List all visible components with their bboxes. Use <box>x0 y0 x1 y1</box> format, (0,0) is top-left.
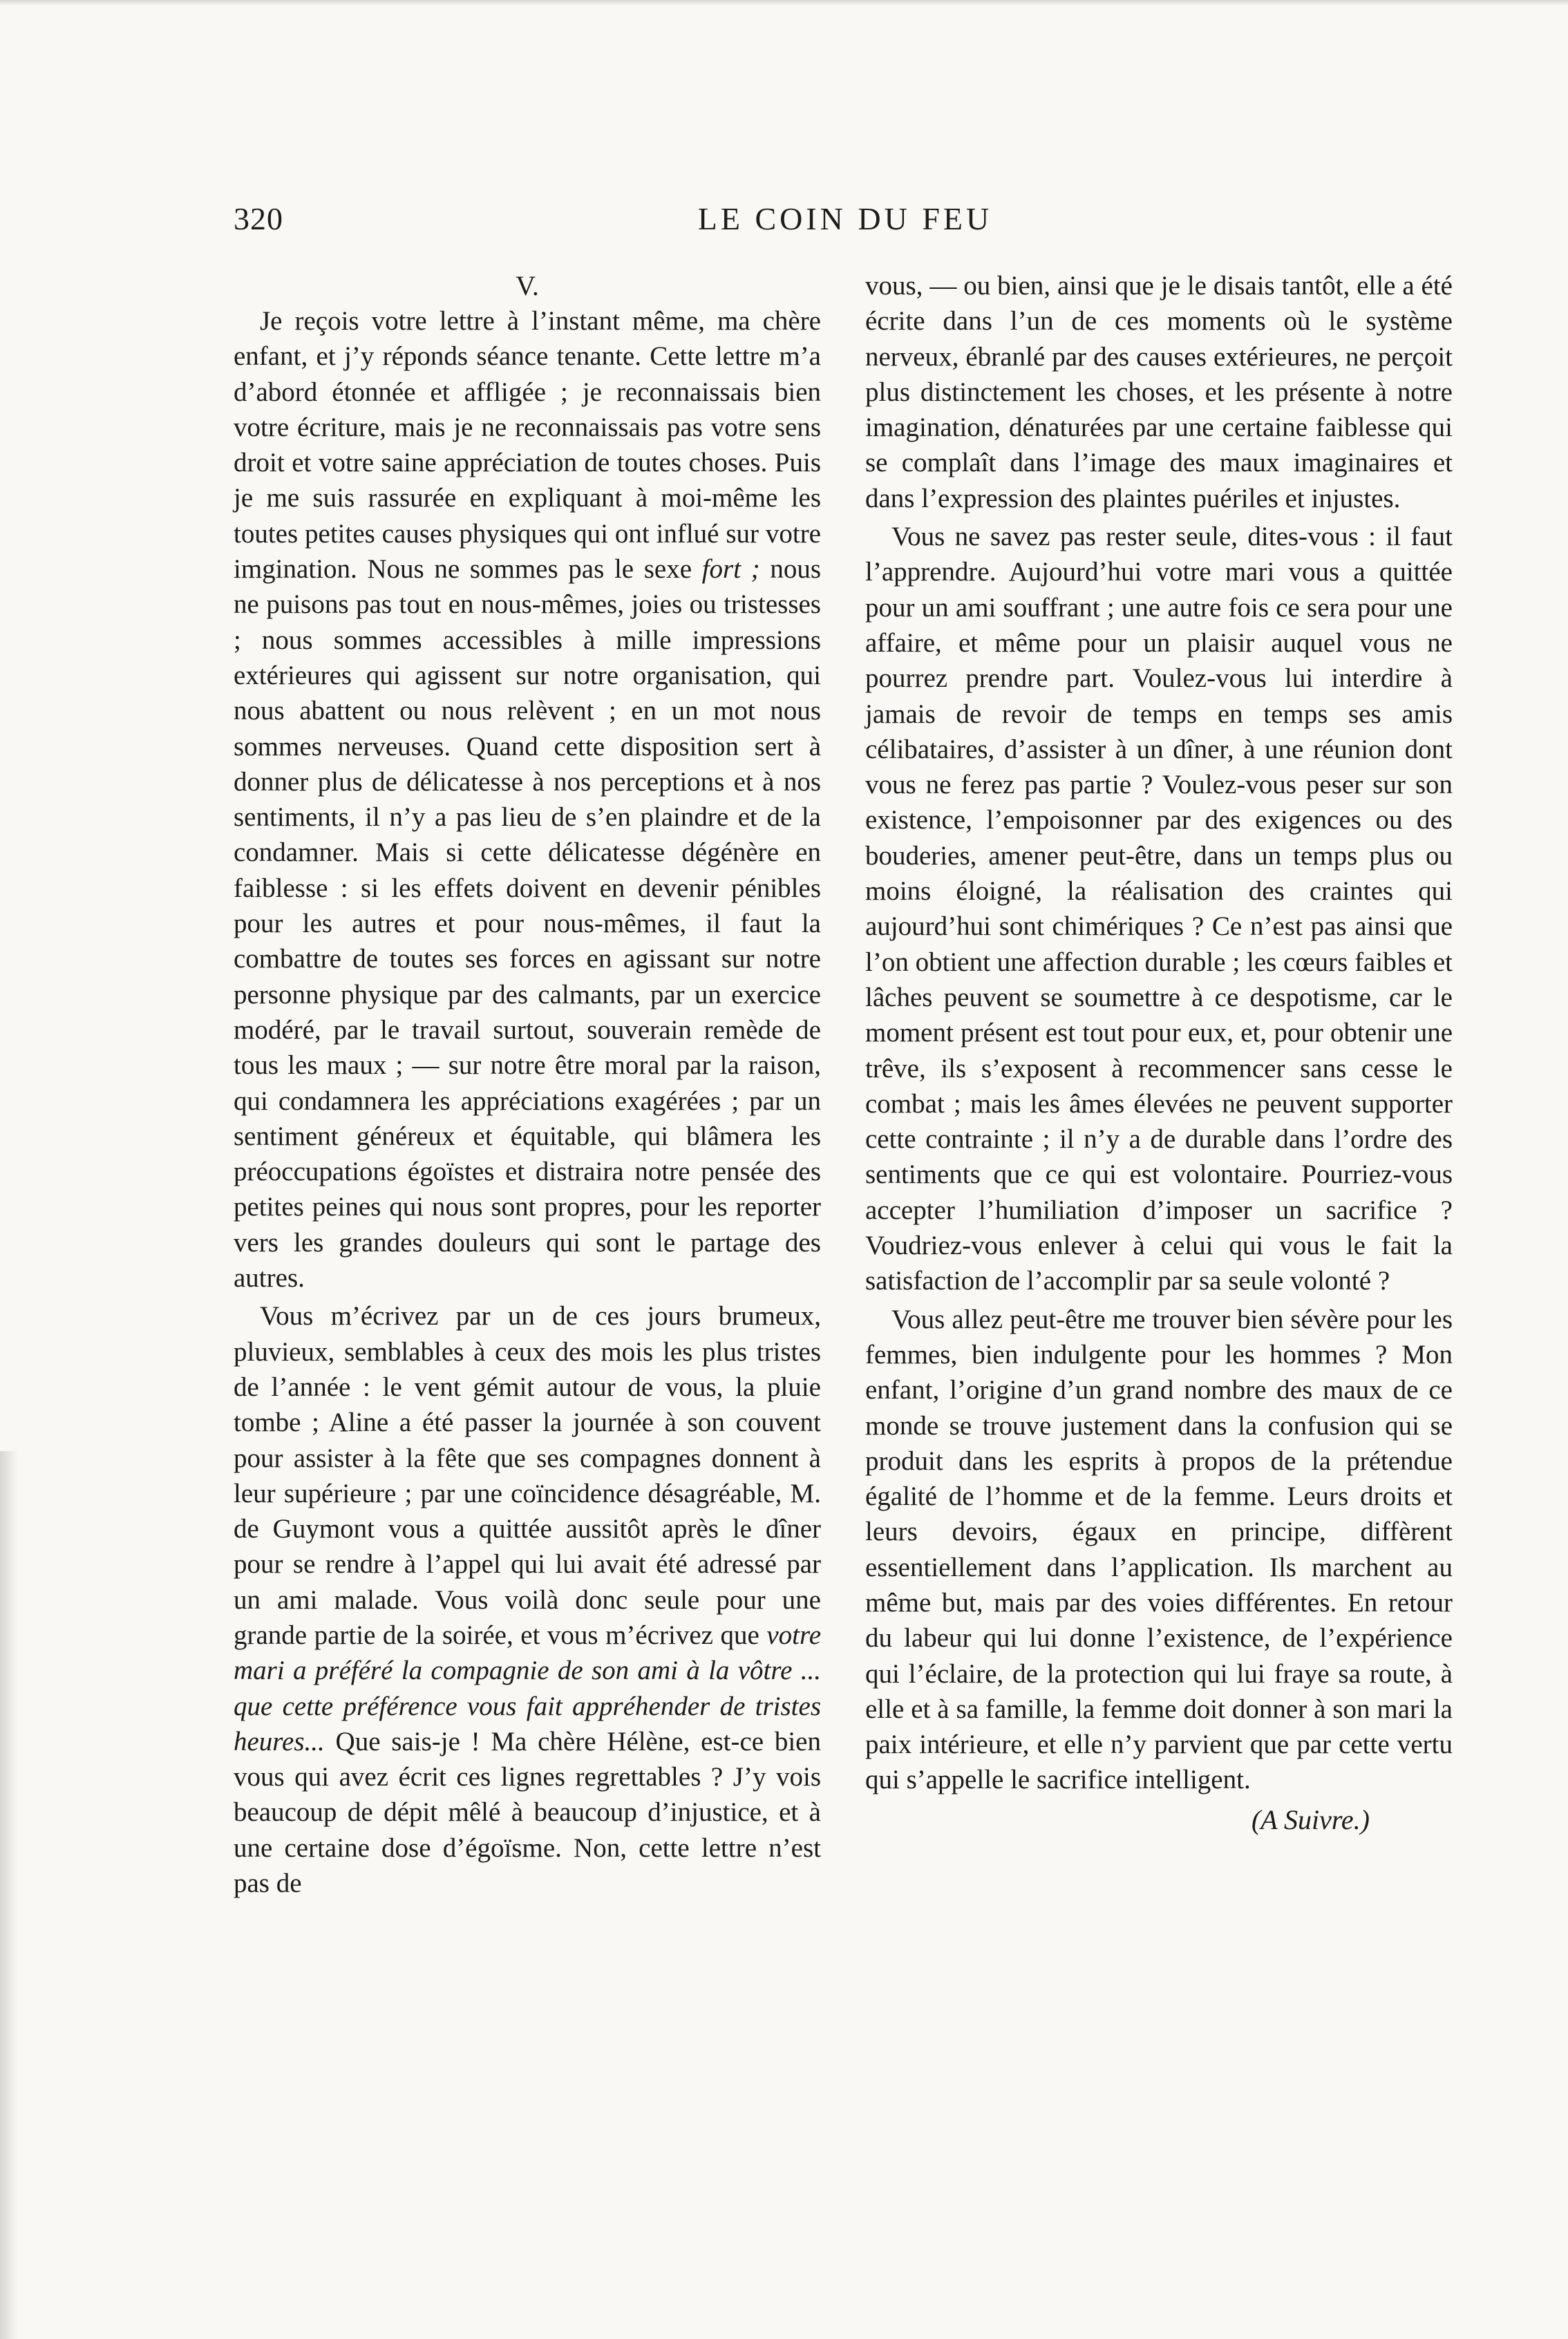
paragraph-text: Vous m’écrivez par un de ces jours brumeux, pluvieux, semblables à ceux des mois les plus tristes de l’année : le vent gémit autour de vous, la pluie tombe ; Aline a été passer la journée à son couvent pour assister à la fête que ses compagnes donnent à leur supérieure ; par une coïncidence désagréable, M. de Guymont vous a quittée aussitôt après le dîner pour se rendre à l’appel qui lui avait été adressé par un ami malade. Vous voilà donc seule pour une grande partie de la soirée, et vous m’écrivez que <box>234 1301 821 1650</box>
page-number: 320 <box>234 201 283 236</box>
to-be-continued-note <box>865 1802 1453 1837</box>
paragraph-text: Je reçois votre lettre à l’instant même, ma chère enfant, et j’y réponds séance tenante. Cette lettre m’a d’abord étonnée et affligée ; je reconnaissais bien votre écriture, mais je ne reconnaissais pas votre sens droit et votre saine appréciation de toutes choses. Puis je me suis rassurée en expliquant à moi-même les toutes petites causes physiques qui ont influé sur votre imgination. Nous ne sommes pas le sexe <box>234 306 821 585</box>
emphasis-text: fort ; <box>701 554 760 585</box>
section-heading: V. <box>516 270 539 301</box>
left-column <box>234 268 821 1901</box>
paragraph-text: nous ne puisons pas tout en nous-mêmes, joies ou tristesses ; nous sommes accessibles à mille impressions extérieures qui agissent sur notre organisation, qui nous abattent ou nous relèvent ; en un mot nous sommes nerveuses. Quand cette disposition sert à donner plus de délicatesse à nos perceptions et à nos sentiments, il n’y a pas lieu de s’en plaindre et de la condamner. Mais si cette délicatesse dégénère en faiblesse : si les effets doivent en devenir pénibles pour les autres et pour nous-mêmes, il faut la combattre de toutes ses forces en agissant sur notre personne physique par des calmants, par un exercice modéré, par le travail surtout, souverain remède de tous les maux ; — sur notre être moral par la raison, qui condamnera les appréciations exagérées ; par un sentiment généreux et équitable, qui blâmera les préoccupations égoïstes et distraira notre pensée des petites peines qui nous sont propres, pour les reporter vers les grandes douleurs qui sont le partage des autres. <box>234 554 822 1294</box>
scan-edge-top <box>0 0 1568 6</box>
paragraph <box>234 1298 821 1901</box>
running-head <box>234 200 1457 242</box>
paragraph: Vous allez peut-être me trouver bien sévère pour les femmes, bien indulgente pour les hommes ? Mon enfant, l’origine d’un grand nombre des maux de ce monde se trouve justement dans la confusion qui se produit dans les esprits à propos de la prétendue égalité de l’homme et de la femme. Leurs droits et leurs devoirs, égaux en principe, diffèrent essentiellement dans l’application. Ils marchent au même but, mais par des voies différentes. En retour du labeur qui lui donne l’existence, de l’expérience qui l’éclaire, de la protection qui lui fraye sa route, à elle et à sa famille, la femme doit donner à son mari la paix intérieure, et elle n’y parvient que par cette vertu qui s’appelle le sacrifice intelligent. <box>865 1304 1453 1795</box>
right-column <box>865 268 1453 1837</box>
page-title: LE COIN DU FEU <box>697 201 993 236</box>
paragraph: vous, — ou bien, ainsi que je le disais tantôt, elle a été écrite dans l’un de ces moments où le système nerveux, ébranlé par des causes extérieures, ne perçoit plus distinctement les choses, et les présente à notre imagination, dénaturées par une certaine faiblesse qui se complaît dans l’image des maux imaginaires et dans l’expression des plaintes puériles et injustes. <box>865 271 1453 513</box>
paragraph-text: Que sais-je ! Ma chère Hélène, est-ce bien vous qui avez écrit ces lignes regrettables ? J’y vois beaucoup de dépit mêlé à beaucoup d’injustice, et à une certaine dose d’égoïsme. Non, cette lettre n’est pas de <box>234 1726 821 1899</box>
paragraph <box>234 303 821 1296</box>
scan-edge-left <box>0 1451 18 2339</box>
to-be-continued-text: (A Suivre.) <box>1251 1803 1370 1835</box>
emphasis-text: votre mari a préféré la compagnie de son ami à la vôtre ... que cette préférence vous fait appréhender de tristes heures... <box>234 1620 822 1756</box>
paragraph: Vous ne savez pas rester seule, dites-vous : il faut l’apprendre. Aujourd’hui votre mari vous a quittée pour un ami souffrant ; une autre fois ce sera pour une affaire, et même pour un plaisir auquel vous ne pourrez prendre part. Voulez-vous lui interdire à jamais de revoir de temps en temps ses amis célibataires, d’assister à un dîner, à une réunion dont vous ne ferez pas partie ? Voulez-vous peser sur son existence, l’empoisonner par des exigences ou des bouderies, amener peut-être, dans un temps plus ou moins éloigné, la réalisation des craintes qui aujourd’hui sont chimériques ? Ce n’est pas ainsi que l’on obtient une affection durable ; les cœurs faibles et lâches peuvent se soumettre à ce despotisme, car le moment présent est tout pour eux, et, pour obtenir une trêve, ils s’exposent à recommencer sans cesse le combat ; mais les âmes élevées ne peuvent supporter cette contrainte ; il n’y a de durable dans l’ordre des sentiments que ce qui est volontaire. Pourriez-vous accepter l’humiliation d’imposer un sacrifice ? Voudriez-vous enlever à celui qui vous le fait la satisfaction de l’accomplir par sa seule volonté ? <box>865 522 1453 1296</box>
